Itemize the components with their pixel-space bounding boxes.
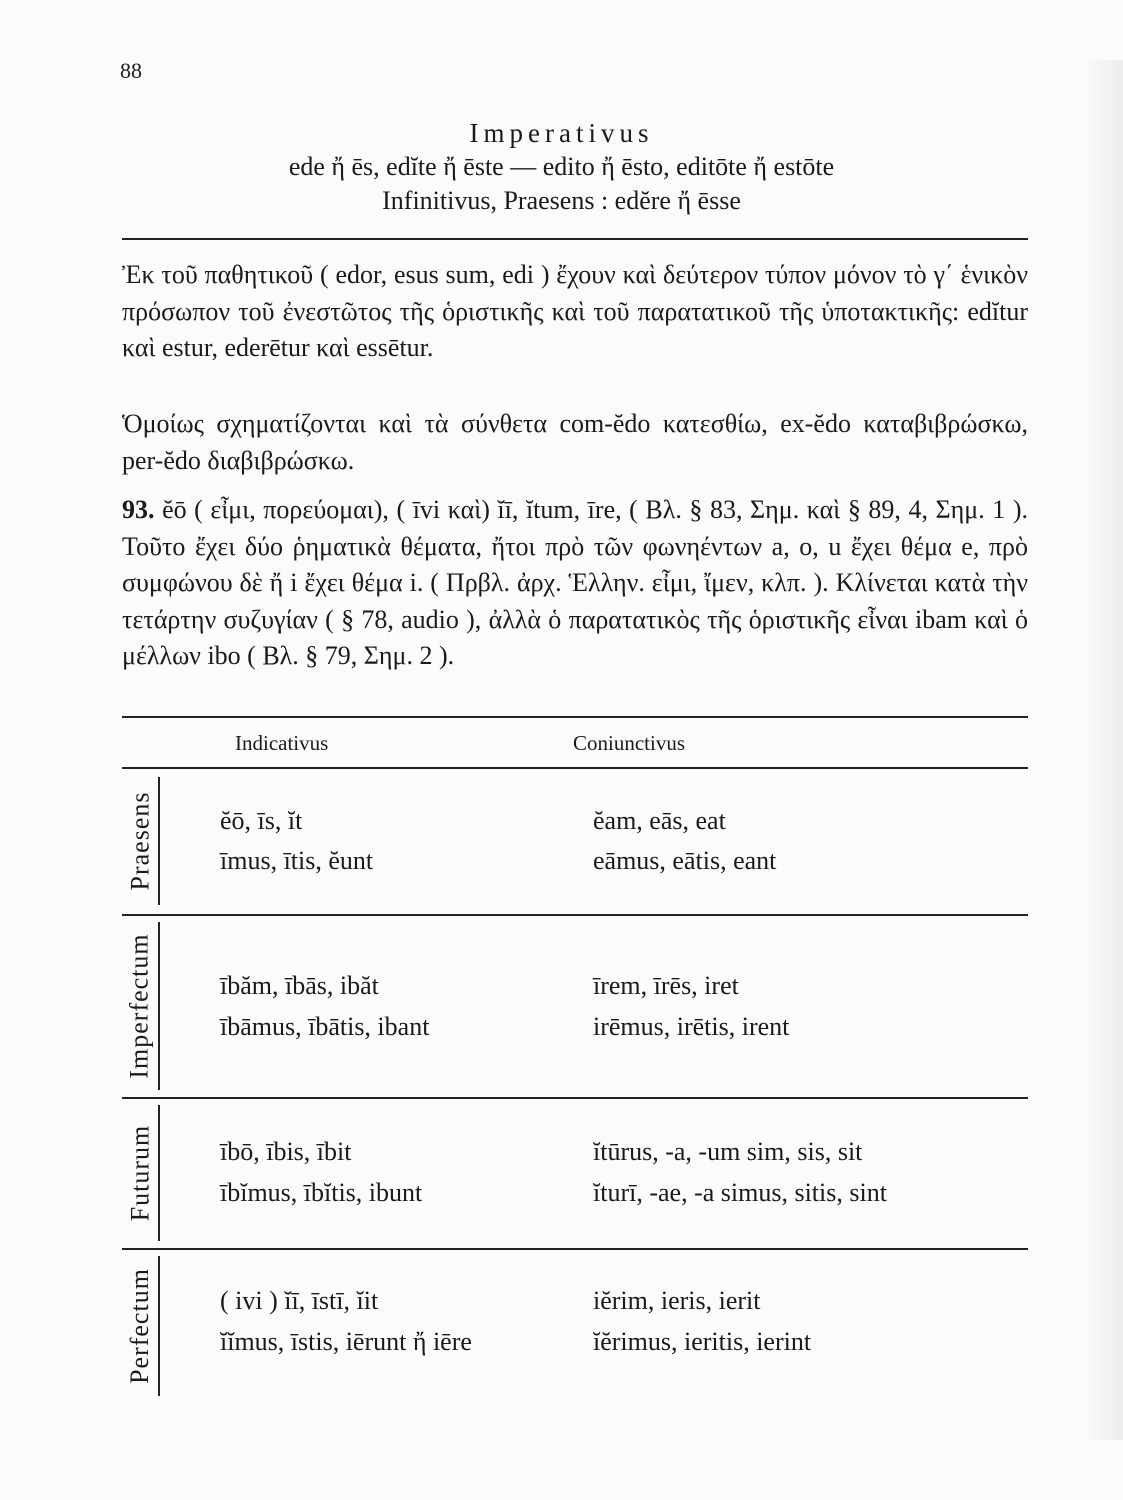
indicative-form: ībāmus, ībātis, ibant xyxy=(220,1012,430,1041)
subjunctive-form: ĕam, eās, eat xyxy=(593,806,726,835)
indicative-form: ībăm, ībās, ibăt xyxy=(220,971,379,1000)
indicative-form: ĭĭmus, īstis, iērunt ἤ iēre xyxy=(220,1327,472,1356)
subjunctive-form: eāmus, eātis, eant xyxy=(593,846,777,875)
infinitive-line: Infinitivus, Praesens : edĕre ἤ ēsse xyxy=(382,186,741,215)
table-header-rule xyxy=(122,767,1028,769)
row-separator-vertical xyxy=(158,777,160,905)
row-rule xyxy=(122,914,1028,916)
indicative-form: ībĭmus, ībĭtis, ibunt xyxy=(220,1178,423,1207)
page-number: 88 xyxy=(120,58,142,83)
column-header-indicativus: Indicativus xyxy=(235,731,329,755)
column-header-coniunctivus: Coniunctivus xyxy=(573,731,686,755)
tense-label-text: Perfectum xyxy=(125,1268,154,1384)
indicative-form: īmus, ītis, ĕunt xyxy=(220,846,374,875)
tense-label-perfectum xyxy=(122,1256,158,1396)
subjunctive-form: iĕrim, ieris, ierit xyxy=(593,1286,761,1315)
imperativus-forms: ede ἤ ēs, edĭte ἤ ēste — edito ἤ ēsto, editōte ἤ estōte xyxy=(288,152,835,181)
row-separator-vertical xyxy=(158,1256,160,1396)
indicative-form: ĕō, īs, ĭt xyxy=(220,806,303,835)
row-rule xyxy=(122,1248,1028,1250)
subjunctive-form: ĭĕrimus, ieritis, ierint xyxy=(593,1327,812,1356)
divider xyxy=(122,238,1028,240)
row-rule xyxy=(122,1097,1028,1099)
indicative-form: ( ivi ) ĭī, īstī, ĭit xyxy=(220,1286,379,1315)
compounds-note xyxy=(122,406,1028,479)
page-edge-shadow xyxy=(1083,60,1123,1440)
subjunctive-form: ĭtūrus, -a, -um sim, sis, sit xyxy=(593,1137,863,1166)
passive-note xyxy=(122,257,1028,367)
tense-label-imperfectum xyxy=(122,922,158,1090)
passive-note-text: Ἐκ τοῦ παθητικοῦ ( edor, esus sum, edi ) ἔχουν καὶ δεύτερον τύπον μόνον τὸ γ΄ ἑνικὸν πρόσωπον τοῦ ἐνεστῶτος τῆς ὁριστικῆς καὶ τοῦ παρατατικοῦ τῆς ὑποτακτικῆς: edĭtur καὶ estur, ederētur καὶ essētur. xyxy=(122,260,1028,362)
section-93-text: ĕō ( εἶμι, πορεύομαι), ( īvi καὶ) ĭī, ĭtum, īre, ( Βλ. § 83, Σημ. καὶ § 89, 4, Σημ. 1 ). Τοῦτο ἔχει δύο ῥηματικὰ θέματα, ἤτοι πρὸ τῶν φωνηέντων a, o, u ἔχει θέμα e, πρὸ συμφώνου δὲ ἤ i ἔχει θέμα i. ( Πρβλ. ἀρχ. Ἑλλην. εἶμι, ἴμεν, κλπ. ). Κλίνεται κατὰ τὴν τετάρτην συζυγίαν ( § 78, audio ), ἀλλὰ ὁ παρατατικὸς τῆς ὁριστικῆς εἶναι ibam καὶ ὁ μέλλων ibo ( Βλ. § 79, Σημ. 2 ). xyxy=(122,495,1028,670)
subjunctive-form: īrem, īrēs, iret xyxy=(593,971,739,1000)
subjunctive-form: ĭturī, -ae, -a simus, sitis, sint xyxy=(593,1178,887,1207)
subjunctive-form: irēmus, irētis, irent xyxy=(593,1012,790,1041)
tense-label-text: Praesens xyxy=(125,791,155,891)
section-93 xyxy=(122,492,1028,675)
indicative-form: ībō, ībis, ībit xyxy=(220,1137,352,1166)
tense-label-text: Imperfectum xyxy=(125,933,155,1079)
tense-label-futurum xyxy=(122,1105,158,1241)
section-number: 93. xyxy=(122,495,155,524)
row-separator-vertical xyxy=(158,922,160,1090)
tense-label-praesens xyxy=(122,777,158,905)
tense-label-text: Futurum xyxy=(125,1124,155,1222)
compounds-note-text: Ὁμοίως σχηματίζονται καὶ τὰ σύνθετα com-ĕdo κατεσθίω, ex-ĕdo καταβιβρώσκω, per-ĕdo διαβιβρώσκω. xyxy=(122,409,1028,475)
imperativus-heading: Imperativus xyxy=(469,118,654,148)
table-top-rule xyxy=(122,716,1028,718)
row-separator-vertical xyxy=(158,1105,160,1241)
